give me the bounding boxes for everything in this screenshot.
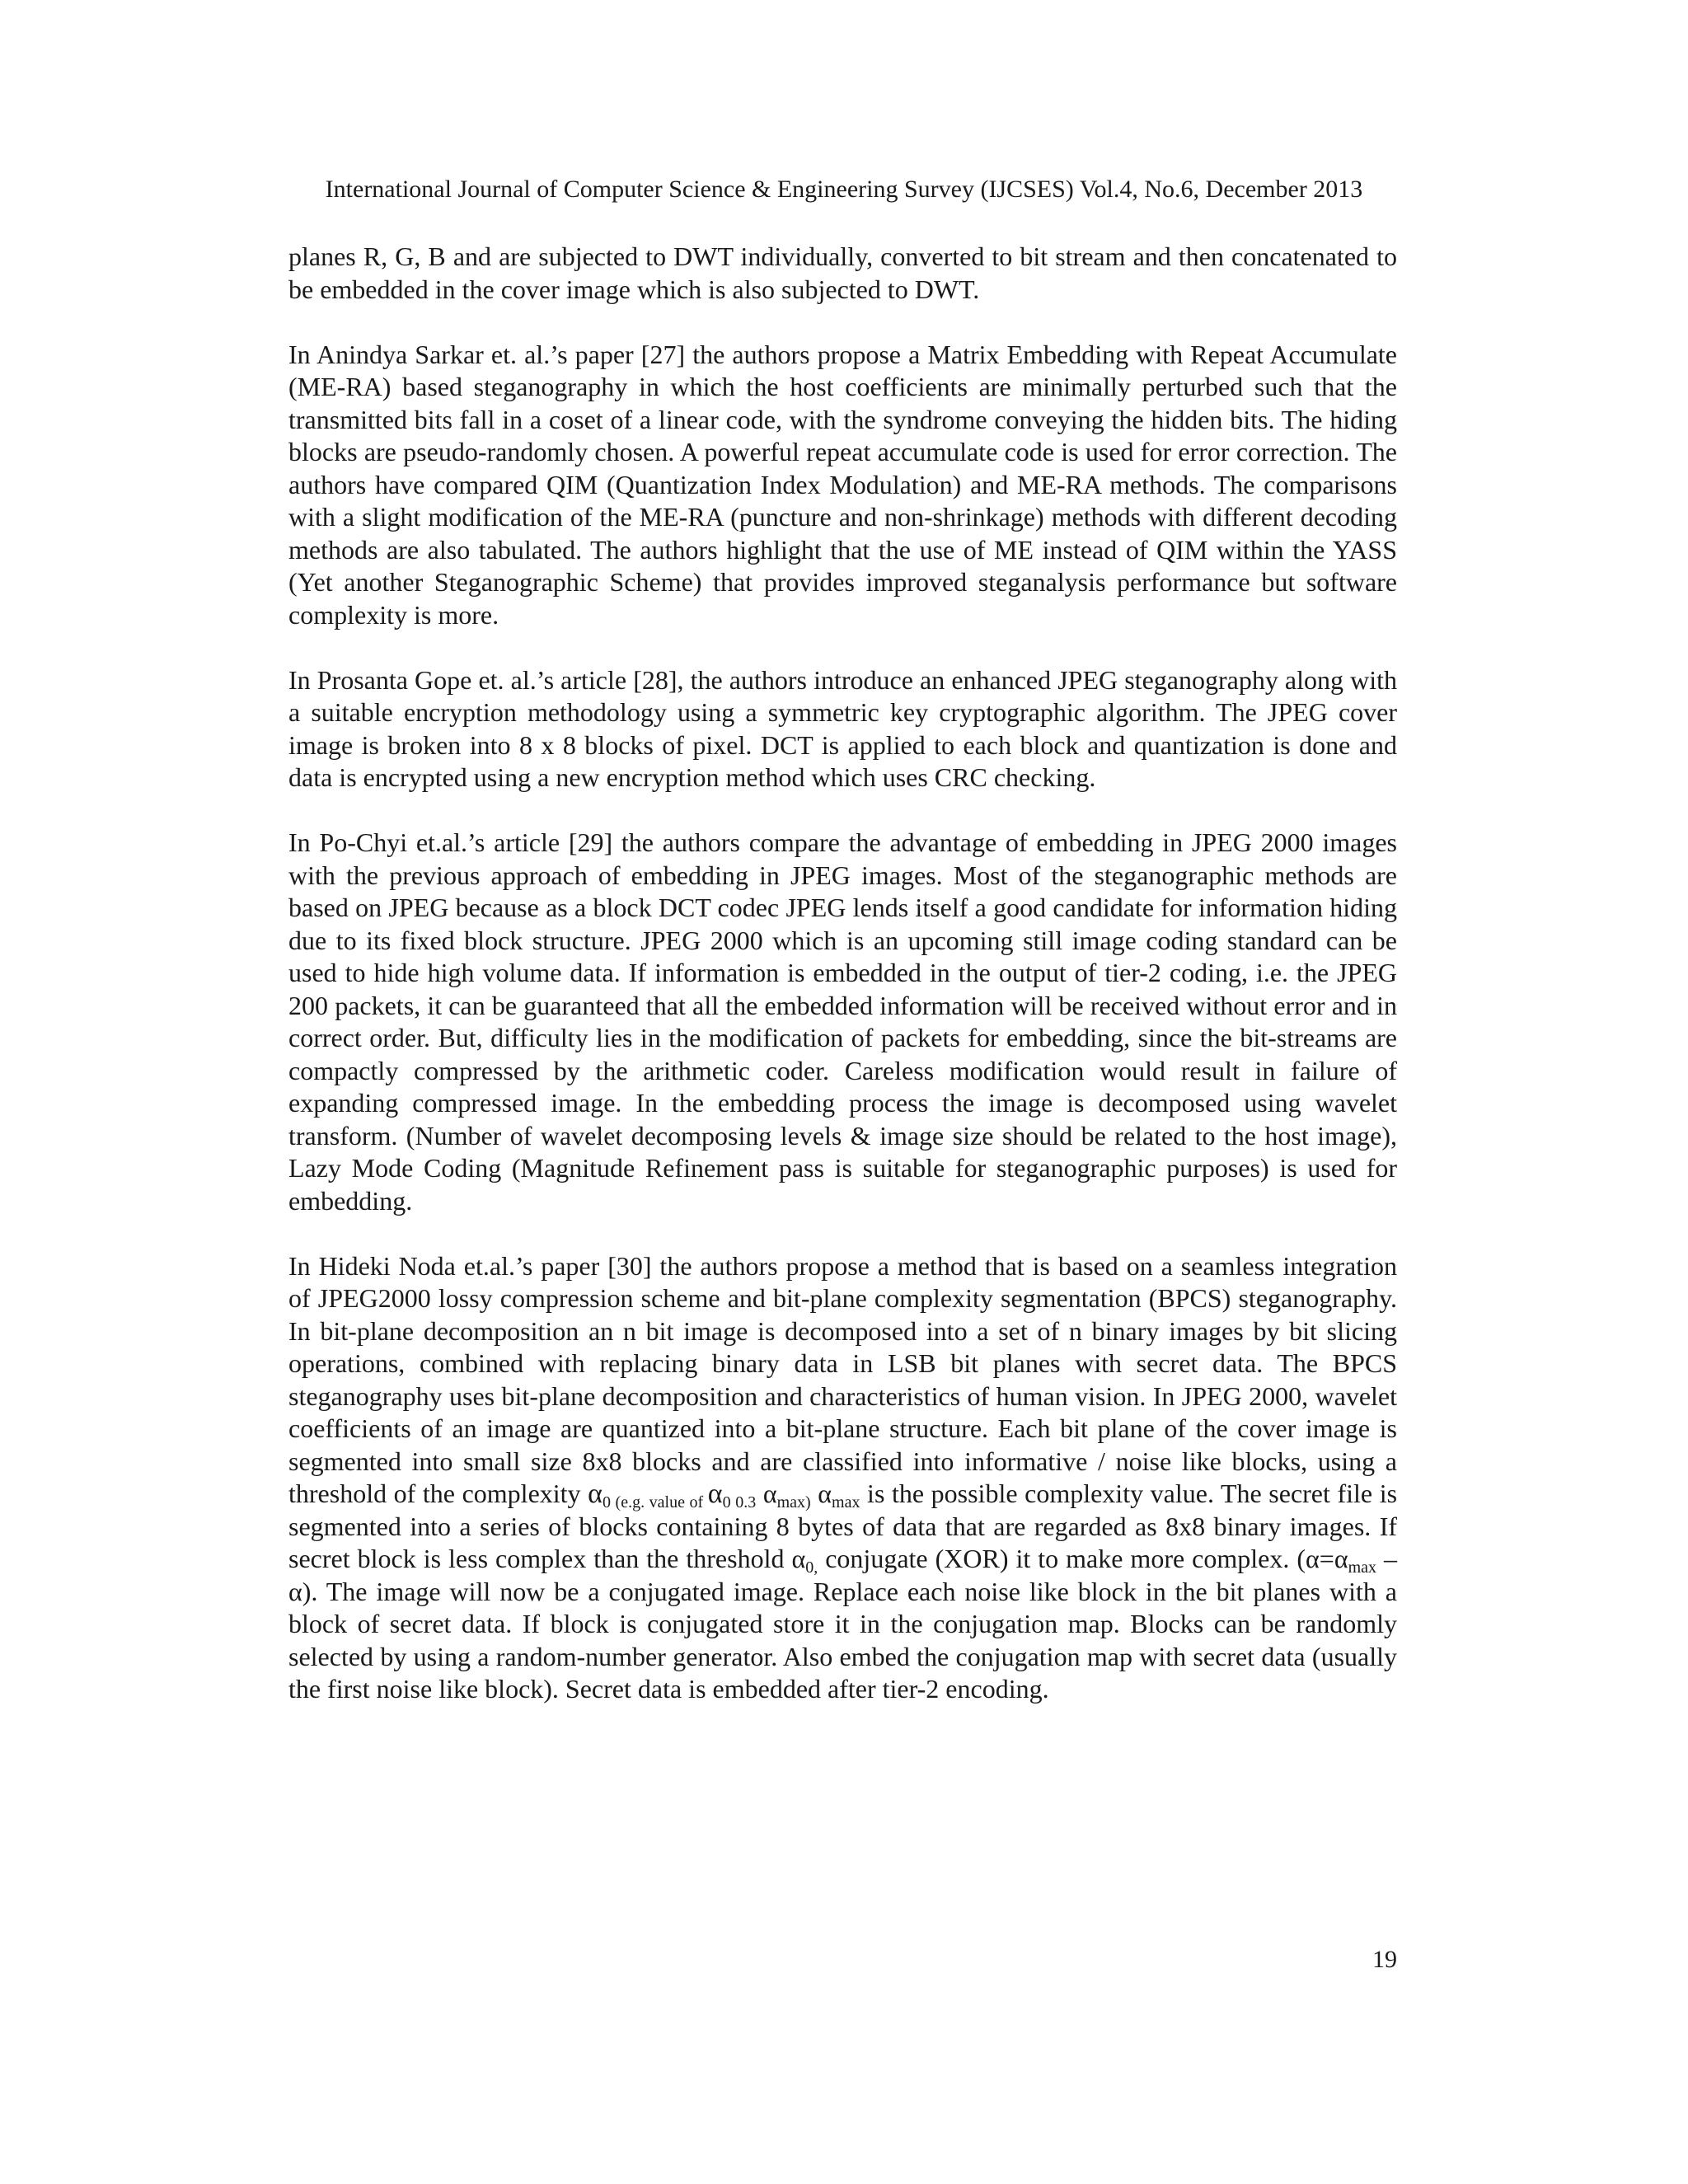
noda-text-2: is the possible complexity value. The secret file is segmented into a series of blocks containing 8 bytes of data that are regarded as 8x8 binary images. If secret block is less complex than the threshold — [288, 1479, 1398, 1573]
noda-text-3: conjugate (XOR) it to make more complex. (α=α — [818, 1544, 1348, 1573]
alpha-symbol-5: α — [791, 1544, 806, 1573]
article-body — [288, 241, 1397, 1738]
alpha-symbol-3: α — [762, 1479, 777, 1508]
alpha-symbol: α — [588, 1479, 603, 1509]
alpha-subscript-max-2: max — [1348, 1558, 1377, 1577]
journal-header: International Journal of Computer Science & Engineering Survey (IJCSES) Vol.4, No.6, December 2013 — [325, 176, 1363, 203]
paragraph-po-chyi: In Po-Chyi et.al.’s article [29] the authors compare the advantage of embedding in JPEG 2000 images with the previous approach of embedding in JPEG images. Most of the steganographic methods are based on JPEG because as a block DCT codec JPEG lends itself a good candidate for information hiding due to its fixed block structure. JPEG 2000 which is an upcoming still image coding standard can be used to hide high volume data. If information is embedded in the output of tier-2 coding, i.e. the JPEG 200 packets, it can be guaranteed that all the embedded information will be received without error and in correct order. But, difficulty lies in the modification of packets for embedding, since the bit-streams are compactly compressed by the arithmetic coder. Careless modification would result in failure of expanding compressed image. In the embedding process the image is decomposed using wavelet transform. (Number of wavelet decomposing levels & image size should be related to the host image), Lazy Mode Coding (Magnitude Refinement pass is suitable for steganographic purposes) is used for embedding. — [288, 827, 1397, 1216]
paragraph-sarkar: In Anindya Sarkar et. al.’s paper [27] the authors propose a Matrix Embedding with Repeat Accumulate (ME-RA) based steganography in which the host coefficients are minimally perturbed such that the transmitted bits fall in a coset of a linear code, with the syndrome conveying the hidden bits. The hiding blocks are pseudo-randomly chosen. A powerful repeat accumulate code is used for error correction. The authors have compared QIM (Quantization Index Modulation) and ME-RA methods. The comparisons with a slight modification of the ME-RA (puncture and non-shrinkage) methods with different decoding methods are also tabulated. The authors highlight that the use of ME instead of QIM within the YASS (Yet another Steganographic Scheme) that provides improved steganalysis performance but software complexity is more. — [288, 339, 1397, 630]
noda-text-4: – α). The image will now be a conjugated image. Replace each noise like block in the bit planes with a block of secret data. If block is conjugated store it in the conjugation map. Blocks can be randomly selected by using a random-number generator. Also embed the conjugation map with secret data (usually the first noise like block). Secret data is embedded after tier-2 encoding. — [288, 1544, 1398, 1704]
alpha-subscript-max-paren: max) — [776, 1493, 811, 1511]
paragraph-dwt-planes: planes R, G, B and are subjected to DWT individually, converted to bit stream and then concatenated to be embedded in the cover image which is also subjected to DWT. — [288, 241, 1397, 304]
paragraph-gope: In Prosanta Gope et. al.’s article [28], the authors introduce an enhanced JPEG steganography along with a suitable encryption methodology using a symmetric key cryptographic algorithm. The JPEG cover image is broken into 8 x 8 blocks of pixel. DCT is applied to each block and quantization is done and data is encrypted using a new encryption method which uses CRC checking. — [288, 664, 1397, 792]
alpha-subscript-zero: 0 — [602, 1493, 611, 1511]
noda-text-1: In Hideki Noda et.al.’s paper [30] the authors propose a method that is based on a seamless integration of JPEG2000 lossy compression scheme and bit-plane complexity segmentation (BPCS) steganography. In bit-plane decomposition an n bit image is decomposed into a set of n binary images by bit slicing operations, combined with replacing binary data in LSB bit planes with secret data. The BPCS steganography uses bit-plane decomposition and characteristics of human vision. In JPEG 2000, wavelet coefficients of an image are quantized into a bit-plane structure. Each bit plane of the cover image is segmented into small size 8x8 blocks and are classified into informative / noise like blocks, using a threshold of the complexity — [288, 1250, 1397, 1508]
alpha-subscript-03: 0 0.3 — [722, 1493, 757, 1511]
alpha-subscript-max: max — [832, 1493, 860, 1511]
alpha-symbol-4: α — [818, 1479, 832, 1508]
paragraph-noda — [288, 1250, 1397, 1706]
page-number: 19 — [1372, 1946, 1397, 1973]
alpha-symbol-2: α — [707, 1479, 723, 1509]
alpha-subscript-zero-comma: 0, — [805, 1558, 818, 1577]
eg-note: (e.g. value of — [610, 1493, 708, 1511]
